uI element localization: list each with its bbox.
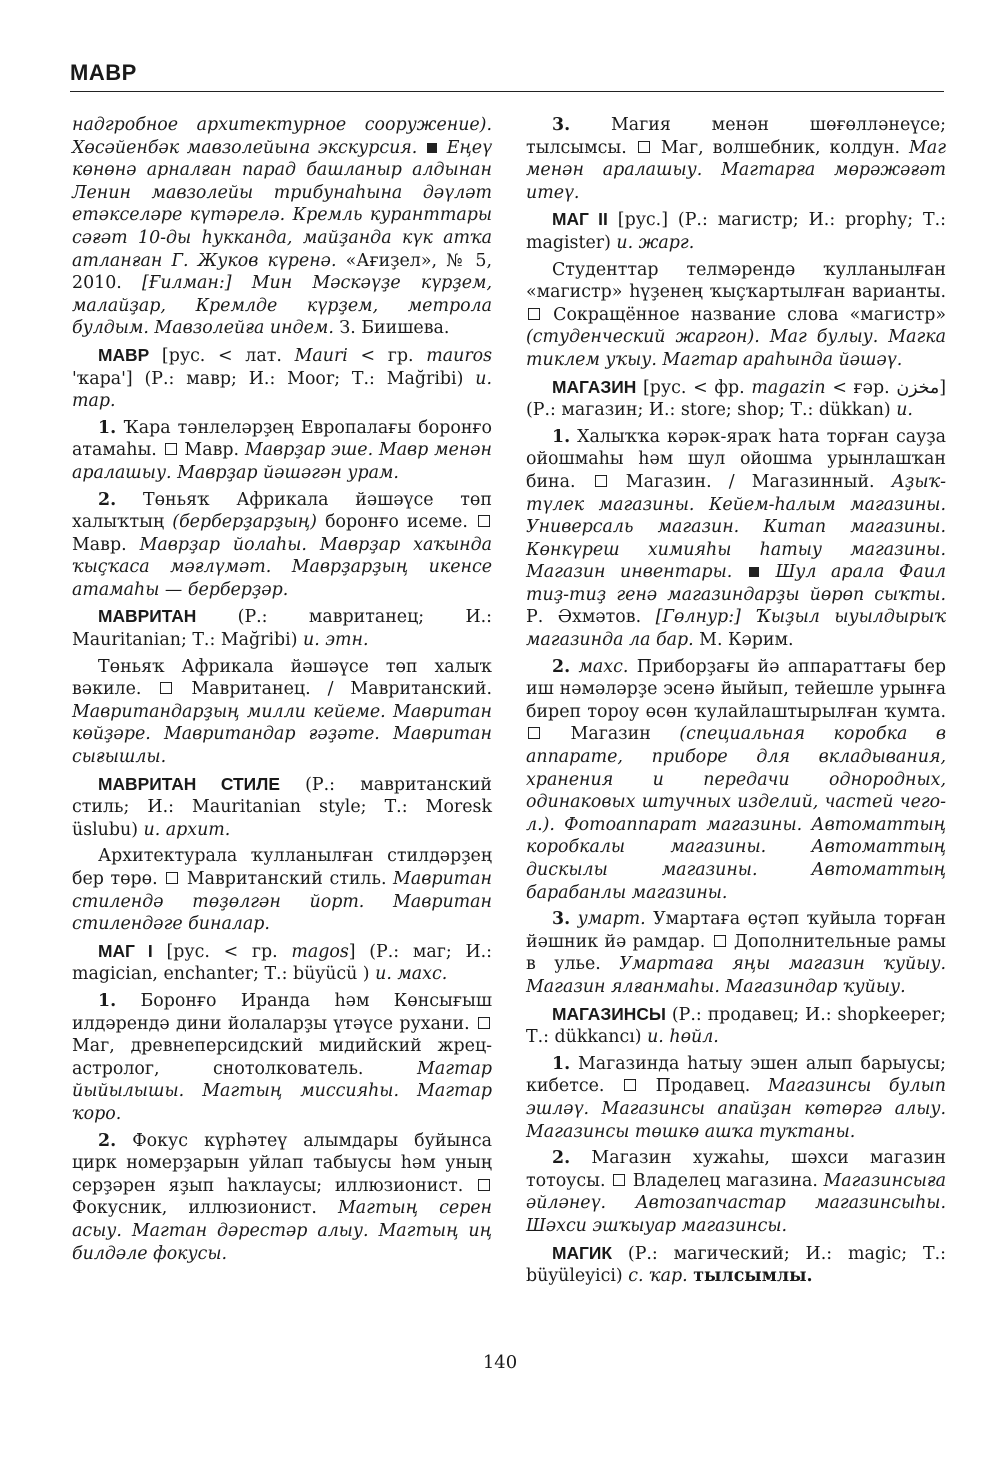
domain-label: махс. xyxy=(578,656,629,677)
open-square-icon xyxy=(165,443,177,455)
arabic-etymon: مخزن xyxy=(896,377,940,398)
headword: МАГИК xyxy=(552,1242,613,1263)
sense-2 xyxy=(72,489,492,602)
etymon: Mauri xyxy=(294,345,348,366)
russian-equivalent: Дополнительные рамы в улье. xyxy=(526,931,946,975)
headword: МАГ I xyxy=(98,940,153,961)
translations: ] (Р.: маг; И.: magician, enchanter; Т.: büyücü ) xyxy=(72,941,492,985)
sense-number: 2. xyxy=(552,656,571,677)
etymology: < гр. xyxy=(360,345,414,366)
quote-author: Р. Әхмәтов. xyxy=(526,607,642,628)
russian-equivalent: Мавританский стиль. xyxy=(186,869,387,889)
entry-magazinsy xyxy=(526,1003,946,1049)
sense-2 xyxy=(72,1130,492,1266)
russian-equivalent: Фокусник, иллюзионист. xyxy=(72,1198,317,1219)
etymon: mauros xyxy=(426,345,493,366)
examples: Умартаға яңы магазин ҡуйыу. Магазин ялғанмаһы. Магазиндар ҡуйыу. xyxy=(526,954,946,997)
quote-text: Шул арала Фаил тиҙ-тиҙ генә магазиндарҙы йөрөп сыҡты. xyxy=(526,562,947,605)
quote-author: М. Кәрим. xyxy=(699,630,794,651)
russian-note: (специальная коробка в аппарате, приборе для вкладывания, хранения и передачи однородных, одинаковых штучных изделий, частей чего-л.). xyxy=(526,724,946,835)
russian-equivalent: Мавр. xyxy=(72,534,127,555)
open-square-icon xyxy=(595,475,607,487)
translations: (Р.: мавританец; И.: Mauritanian; Т.: Mağribi) xyxy=(72,607,492,651)
sense-1 xyxy=(526,426,946,652)
page-header-headword: МАВР xyxy=(70,60,137,85)
definition: Магазинда һатыу эшен алып барыусы; кибетсе. xyxy=(526,1053,946,1097)
entry-mag-1 xyxy=(72,940,492,986)
definition: Ҡара тәнлеләрҙең Европалағы боронғо атамаһы. xyxy=(72,417,492,461)
russian-note: (студенческий жаргон). xyxy=(526,327,760,348)
quote-text: Еңеү көнөнә арналған парад башланыр алдынан Ленин мавзолейы трибунаһына дәүләт етәкселәре күтәрелә. Кремль куранттары сәғәт 10-ды һукканда, майҙанда күк атҡа атланған Г. Жуков күренә. xyxy=(72,137,493,271)
translations: (Р.: мавританский стиль; И.: Mauritanian style; Т.: Moresk üslubu) xyxy=(72,774,493,840)
sense xyxy=(526,259,946,372)
russian-equivalent: Маг, древнеперсидский мидийский жрец-астролог, снотолкователь. xyxy=(72,1036,492,1079)
examples: Аҙыҡ-түлек магазины. Кейем-һалым магазины. Универсаль магазин. Китап магазины. Көнкүреш химияһы һатыу магазины. Магазин инвентары. xyxy=(526,471,947,583)
sense-number: 3. xyxy=(552,115,571,135)
russian-equivalent: Мавританец. / Мавританский. xyxy=(191,679,493,700)
entry-continuation xyxy=(72,114,492,340)
russian-equivalent: Мавр. xyxy=(184,440,240,461)
open-square-icon xyxy=(478,515,490,527)
examples: Магазинсыға әйләнеү. Автозапчастар магазинсыһы. Шәхси эшҡыуар магазинсы. xyxy=(526,1170,947,1236)
examples: Мавритан стилендә төҙөлгән йорт. Мавритан стилендәге биналар. xyxy=(72,869,492,935)
open-square-icon xyxy=(638,141,650,153)
russian-equivalent: Продавец. xyxy=(655,1076,751,1097)
definition: Боронғо Иранда һәм Көнсығыш илдәрендә дини йолаларҙы үтәүсе рухани. xyxy=(72,990,493,1034)
grammar-label: и. тар. xyxy=(72,368,492,412)
quote-source: «Ағиҙел», № 5, 2010. xyxy=(72,250,493,294)
examples: Маг менән аралашыу. Магтарға мөрәжәғәт итеү. xyxy=(526,137,947,203)
etymon: magazin xyxy=(751,377,826,398)
definition: боронғо исеме. xyxy=(325,512,468,533)
entry-mag-2 xyxy=(526,208,946,254)
translations: [рус.] (Р.: магистр; И.: prophy; Т.: magister) xyxy=(526,210,947,253)
sense-number: 2. xyxy=(552,1148,571,1169)
examples: Маг булыу. Магка тиклем уҡыу. Магтар араһында йәшәү. xyxy=(526,327,947,370)
translations: (Р.: продавец; И.: shopkeeper; Т.: dükkancı) xyxy=(526,1004,947,1048)
etymology: [рус. < фр. xyxy=(643,377,745,398)
grammar-label: и. һөйл. xyxy=(647,1027,719,1048)
entry-magik xyxy=(526,1242,946,1288)
sense xyxy=(72,845,492,935)
headword: МАГАЗИНСЫ xyxy=(552,1003,666,1024)
examples: Мавритандарҙың милли кейеме. Мавритан көйҙәре. Мавритандар ғәҙәте. Мавритан сығышлы. xyxy=(72,701,492,768)
grammar-label: и. жарг. xyxy=(616,232,695,253)
open-square-icon xyxy=(528,308,540,320)
grammar-label: и. этн. xyxy=(303,630,369,651)
grammar-label: с. ҡар. xyxy=(628,1266,688,1287)
open-square-icon xyxy=(160,682,172,694)
sense-number: 1. xyxy=(98,417,117,438)
quote-text: [Ғилман:] Мин Мәскәүҙе күрҙем, малайҙар, Кремлде күрҙем, метрола булдым. Мавзолейға индем. xyxy=(72,273,493,339)
sense-number: 1. xyxy=(552,426,571,447)
translations: ] (Р.: магазин; И.: store; shop; Т.: dükkan) xyxy=(526,377,947,421)
definition: Төньяҡ Африкала йәшәүсе төп халыҡ вәкиле. xyxy=(72,656,492,700)
sense-3 xyxy=(526,908,946,998)
left-column xyxy=(72,114,492,1269)
definition: Архитектурала ҡулланылған стилдәрҙең бер төрө. xyxy=(72,846,492,889)
entry-mavr xyxy=(72,344,492,413)
headword: МАВР xyxy=(98,344,150,365)
headword: МАВРИТАН xyxy=(98,606,197,627)
sense-number: 1. xyxy=(552,1053,571,1074)
open-square-icon xyxy=(478,1179,490,1191)
sense xyxy=(72,656,492,769)
russian-equivalent: Магазин xyxy=(570,724,651,745)
etymology: < ғәр. xyxy=(832,377,890,398)
russian-equivalent: Владелец магазина. xyxy=(632,1170,818,1191)
right-column xyxy=(526,114,946,1292)
sense-1 xyxy=(72,417,492,485)
page-number: 140 xyxy=(482,1352,518,1373)
open-square-icon xyxy=(166,872,178,884)
entry-mavritan xyxy=(72,605,492,651)
domain-label: умарт. xyxy=(577,909,646,930)
sense-number: 3. xyxy=(552,909,571,930)
examples: Магтар йыйылышы. Магтың миссияһы. Магтар ҡоро. xyxy=(72,1058,492,1124)
examples: Фотоаппарат магазины. Автоматтың коробкалы магазины. Автоматтың дискылы магазины. Автоматтың барабанлы магазины. xyxy=(526,814,946,903)
entry-mavritan-stile xyxy=(72,773,492,842)
quote-text: [Гөлнур:] Ҡыҙыл ыуылдырыҡ магазинда ла бар. xyxy=(526,607,946,651)
headword: МАГАЗИН xyxy=(552,376,637,397)
sense-number: 2. xyxy=(98,489,117,510)
examples: Магазинсы булып эшләү. Магазинсы апайҙан көтөргә алыу. Магазинсы төшкө ашҡа туҡтаны. xyxy=(526,1076,946,1142)
etymology: [рус. < лат. xyxy=(161,345,282,366)
sense-number: 2. xyxy=(98,1130,117,1151)
definition: Умартаға өҫтәп ҡуйыла торған йәшник йә рамдар. xyxy=(526,909,947,952)
sense-3 xyxy=(526,114,946,204)
examples: Маврҙар йолаһы. Маврҙар хаҡында ҡыҫҡаса мәғлүмәт. Маврҙарҙың икенсе атамаһы — берберҙәр. xyxy=(72,534,492,600)
etymon: magos xyxy=(291,941,349,962)
grammar-label: и. архит. xyxy=(143,819,231,840)
definition: Магазин хужаһы, шәхси магазин тотоусы. xyxy=(526,1148,946,1191)
open-square-icon xyxy=(478,1017,490,1029)
definition: Приборҙағы йә аппараттағы бер иш нәмәләрҙе эсенә йыйып, тейешле урынға биреп тороу өсөн ҡулайлаштырылған ҡумта. xyxy=(526,656,946,722)
definition-note: (берберҙарҙың) xyxy=(172,512,317,533)
header-rule xyxy=(70,91,944,92)
definition: Төньяҡ Африкала йәшәүсе төп халыҡтың xyxy=(72,489,492,533)
black-square-icon xyxy=(749,567,759,577)
grammar-label: и. xyxy=(896,400,913,421)
definition: Фокус күрһәтеү алымдары буйынса цирк номерҙарын уйлап табыусы һәм уның серҙәрен яҙып һаҡлаусы; иллюзионист. xyxy=(72,1130,492,1196)
etymology: [рус. < гр. xyxy=(166,941,278,962)
open-square-icon xyxy=(613,1174,625,1186)
translations: (Р.: магический; И.: magic; Т.: büyüleyici) xyxy=(526,1243,946,1287)
headword: МАГ II xyxy=(552,209,608,230)
examples: Маврҙар эше. Мавр менән аралашыу. Маврҙар йәшәгән урам. xyxy=(72,440,493,483)
sense-number: 1. xyxy=(98,990,117,1011)
sense-2 xyxy=(526,1147,946,1237)
black-square-icon xyxy=(427,143,437,153)
russian-equivalent: Магазин. / Магазинный. xyxy=(625,471,875,492)
headword: МАВРИТАН СТИЛЕ xyxy=(98,773,280,794)
definition: Студенттар телмәрендә ҡулланылған «магистр» һүҙенең ҡыҫҡартылған варианты. xyxy=(526,259,946,303)
definition: Халыҡҡа кәрәк-яраҡ һата торған сауҙа ойошмаһы һәм шул ойошма урынлашҡан бина. xyxy=(526,426,946,492)
translations: 'ҡара'] (Р.: мавр; И.: Moor; Т.: Mağribi) xyxy=(72,368,464,389)
grammar-label: и. махс. xyxy=(375,964,448,985)
sense-2 xyxy=(526,656,946,905)
examples: Магтың серен асыу. Магтан дәрестәр алыу. Магтың иң билдәле фокусы. xyxy=(72,1198,493,1264)
sense-1 xyxy=(72,990,492,1126)
open-square-icon xyxy=(714,935,726,947)
open-square-icon xyxy=(528,727,540,739)
entry-magazin xyxy=(526,376,946,422)
sense-1 xyxy=(526,1053,946,1143)
quote-author: З. Биишева. xyxy=(339,318,450,339)
definition: Магия менән шөғөлләнеүсе; тылсымсы. xyxy=(526,115,946,158)
cross-reference: тылсымлы. xyxy=(693,1266,813,1287)
russian-equivalent: Сокращённое название слова «магистр» xyxy=(553,304,947,325)
russian-equivalent: Маг, волшебник, колдун. xyxy=(660,137,900,158)
open-square-icon xyxy=(624,1079,636,1091)
example-text: надгробное архитектурное сооружение). Хөсәйенбәк мавзолейына экскурсия. xyxy=(72,115,492,158)
